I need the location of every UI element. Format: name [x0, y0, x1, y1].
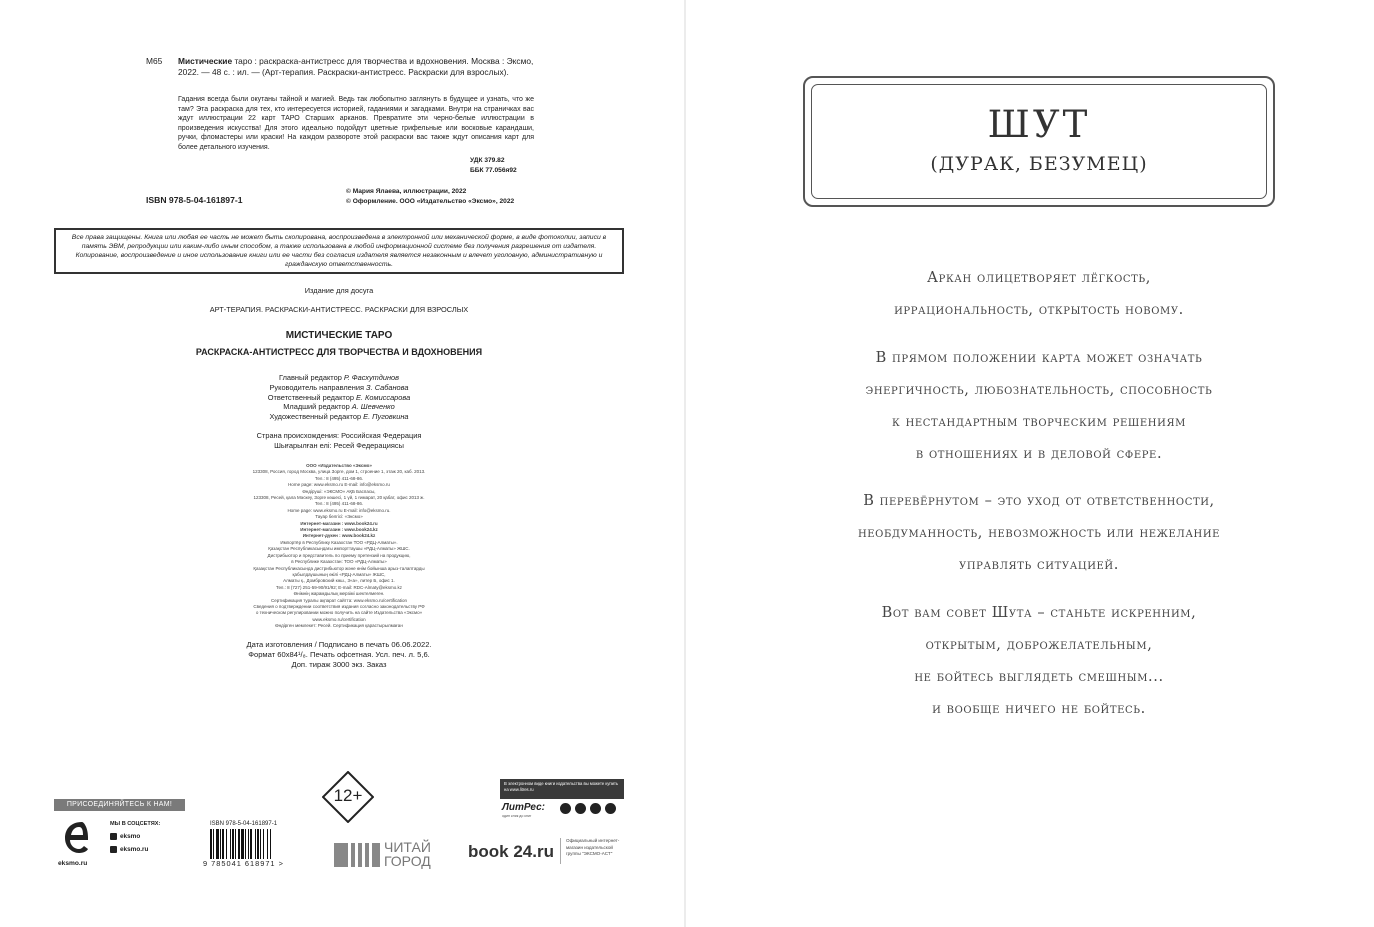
chitai-gorod-logo-icon: [334, 841, 380, 867]
editorial-staff: [54, 373, 624, 422]
udk-code: УДК 379.82: [470, 157, 505, 164]
staff-line: Ответственный редактор Е. Комиссарова: [267, 392, 411, 402]
social-link-vk: eksmo: [110, 833, 140, 840]
join-us-banner: ПРИСОЕДИНЯЙТЕСЬ К НАМ!: [54, 799, 185, 811]
card-description-page: [686, 0, 1374, 927]
eksmo-url: eksmo.ru: [58, 860, 88, 867]
upright-meaning-paragraph: В прямом положении карта может означать энергичность, любознательность, способность к нестандартным творческим решениям в отношениях и в деловой сфере.: [865, 350, 1213, 462]
imprint-page: [0, 0, 684, 927]
vk-icon: [110, 833, 117, 840]
copyright-illustrations: © Мария Ялаева, иллюстрации, 2022: [346, 188, 467, 195]
litres-banner: В электронном виде книги издательства вы можете купить на www.litres.ru: [500, 779, 624, 799]
divider: [560, 838, 561, 864]
advice-paragraph: Вот вам совет Шута – станьте искренним, открытым, доброжелательным, не бойтесь выглядеть смешным... и вообще ничего не бойтесь.: [881, 605, 1197, 717]
eksmo-logo-icon: [62, 818, 90, 856]
online-shop: Интернет-магазин : www.book24.kz: [300, 527, 378, 533]
book-title: МИСТИЧЕСКИЕ ТАРО: [285, 330, 393, 341]
publisher-head: ООО «Издательство «Эксмо»: [306, 463, 372, 468]
production-info: Дата изготовления / Подписано в печать 06.06.2022. Формат 60x84¹/₈. Печать офсетная. Усл. печ. л. 5,6. Доп. тираж 3000 экз. Заказ: [246, 640, 432, 669]
staff-line: Руководитель направления З. Сабанова: [269, 382, 409, 392]
catalog-title: Мистические: [178, 56, 233, 66]
catalog-code: М65: [146, 56, 163, 66]
copyright-design: © Оформление. ООО «Издательство «Эксмо», 2022: [346, 198, 515, 205]
classification-codes: [470, 156, 540, 176]
staff-line: Художественный редактор Е. Пуговкина: [269, 412, 409, 422]
book-subtitle: РАСКРАСКА-АНТИСТРЕСС ДЛЯ ТВОРЧЕСТВА И ВДОХНОВЕНИЯ: [195, 347, 483, 357]
app-icon: [590, 803, 601, 814]
card-name: ШУТ: [987, 103, 1091, 146]
litres-logo: ЛитРес:: [502, 802, 545, 813]
card-alias: (ДУРАК, БЕЗУМЕЦ): [930, 153, 1148, 175]
series-name: АРТ-ТЕРАПИЯ. РАСКРАСКИ-АНТИСТРЕСС. РАСКРАСКИ ДЛЯ ВЗРОСЛЫХ: [209, 305, 469, 314]
card-meaning-paragraph: Аркан олицетворяет лёгкость, иррациональность, открытость новому.: [894, 270, 1184, 318]
reversed-meaning-paragraph: В перевёрнутом – это уход от ответственности, необдуманность, невозможность или нежелание управлять ситуацией.: [857, 493, 1221, 573]
staff-line: Главный редактор Р. Фасхутдинов: [278, 373, 399, 382]
rights-notice: Все права защищены. Книга или любая ее часть не может быть скопирована, воспроизведена в электронной или механической форме, в виде фотокопии, записи в память ЭВМ, репродукции или каким-либо иным способом, а также использована в любой информационной системе без получения разрешения от издателя. Копирование, воспроизведение и иное использование книги или ее части без согласия издателя является незаконным и влечет уголовную, административную и гражданскую ответственность.: [54, 228, 624, 274]
plus-icon: [110, 846, 117, 853]
bbk-code: ББК 77.056я92: [470, 167, 517, 174]
publisher-details: ООО «Издательство «Эксмо» 123308, Россия, город Москва, улица Зорге, дом 1, строение 1, этаж 20, каб. 2013. Тел.: 8 (495) 411-68-86. Home page: www.eksmo.ru E-mail: info@eksmo.ru Өндіруші: «ЭКСМО» АҚБ Баспасы, 123308, Ресей, қала Мәскеу, Зорге көшесі, 1 үй, 1 ғимарат, 20 қабат, офис 2013 ж. Тел.: 8 (495) 411-68-86. Home page: www.eksmo.ru E-mail: info@eksmo.ru. Тауар белгісі: «Эксмо» Интернет-магазин : www.book24.ru Интернет-магазин : www.book24.kz Интернет-дүкен : www.book24.kz Импортёр в Республику Казахстан ТОО «РДЦ-Алматы». Қазақстан Республикасындағы импорттаушы «РДЦ-Алматы» ЖШС. Дистрибьютор и представитель по приему претензий на продукцию, в Республике Казахстан: ТОО «РДЦ-Алматы» Қазақстан Республикасында дистрибьютор және өнім бойынша арыз-талаптарды қабылдаушының өкілі «РДЦ-Алматы» ЖШС, Алматы қ., Домбровский көш., 3«а», литер Б, офис 1. Тел.: 8 (727) 251-59-90/91/92; E-mail: RDC-Almaty@eksmo.kz Өнімнің жарамдылық мерзімі шектелмеген. Сертификация туралы ақпарат сайтта: www.eksmo.ru/certification Сведения о подтверждении соответствия издания согласно законодательству РФ о техническом регулировании можно получить на сайте Издательства «Эксмо» www.eksmo.ru/certification Өндірген мемлекет: Ресей. Сертификация қарастырылмаған: [252, 463, 426, 629]
book24-note: Официальный интернет-магазин издательской группы "ЭКСМО-АСТ": [566, 838, 620, 857]
catalog-description: [178, 56, 538, 78]
litres-note: один клик до книг: [502, 814, 532, 818]
social-link-site: eksmo.ru: [110, 846, 148, 853]
staff-line: Младший редактор А. Шевченко: [283, 402, 395, 412]
online-shop: Интернет-дүкен : www.book24.kz: [302, 533, 376, 539]
copyright-block: [346, 187, 546, 207]
android-icon: [575, 803, 586, 814]
barcode-icon: [210, 829, 292, 859]
annotation: Гадания всегда были окутаны тайной и магией. Ведь так любопытно заглянуть в будущее и узнать, что же там? Эта раскраска для тех, кто интересуется историей, гаданиями и загадками. Внутри на страничках вас ждут иллюстрации 22 карт ТАРО Старших арканов. Превратите эти черно-белые иллюстрации в произведения искусства! Для этого идеально подойдут цветные грифельные или восковые карандаши, ручки, фломастеры или краски! На каждом развороте этой раскраски вас также ждут описания карт для более детального изучения.: [178, 96, 534, 151]
barcode-isbn: ISBN 978-5-04-161897-1: [210, 821, 278, 827]
publication-type: Издание для досуга: [304, 286, 374, 295]
social-heading: МЫ В СОЦСЕТЯХ:: [110, 821, 161, 827]
barcode-number: 9 785041 618971 >: [203, 859, 284, 868]
windows-icon: [605, 803, 616, 814]
age-rating: 12+: [333, 786, 363, 805]
country-of-origin: Страна происхождения: Российская Федерация Шығарылған елі: Ресей Федерациясы: [256, 431, 422, 450]
app-store-icons: [560, 803, 616, 814]
book24-logo: book 24.ru: [468, 842, 554, 861]
apple-icon: [560, 803, 571, 814]
catalog-rest: таро : раскраска-антистресс для творчества и вдохновения. Москва : Эксмо, 2022. — 48 с. : ил. — (Арт-терапия. Раскраски-антистресс. Раскраски для взрослых).: [178, 56, 534, 77]
isbn: ISBN 978-5-04-161897-1: [146, 195, 243, 205]
chitai-gorod-logo: ЧИТАЙ ГОРОД: [384, 839, 431, 869]
online-shop: Интернет-магазин : www.book24.ru: [300, 520, 378, 526]
